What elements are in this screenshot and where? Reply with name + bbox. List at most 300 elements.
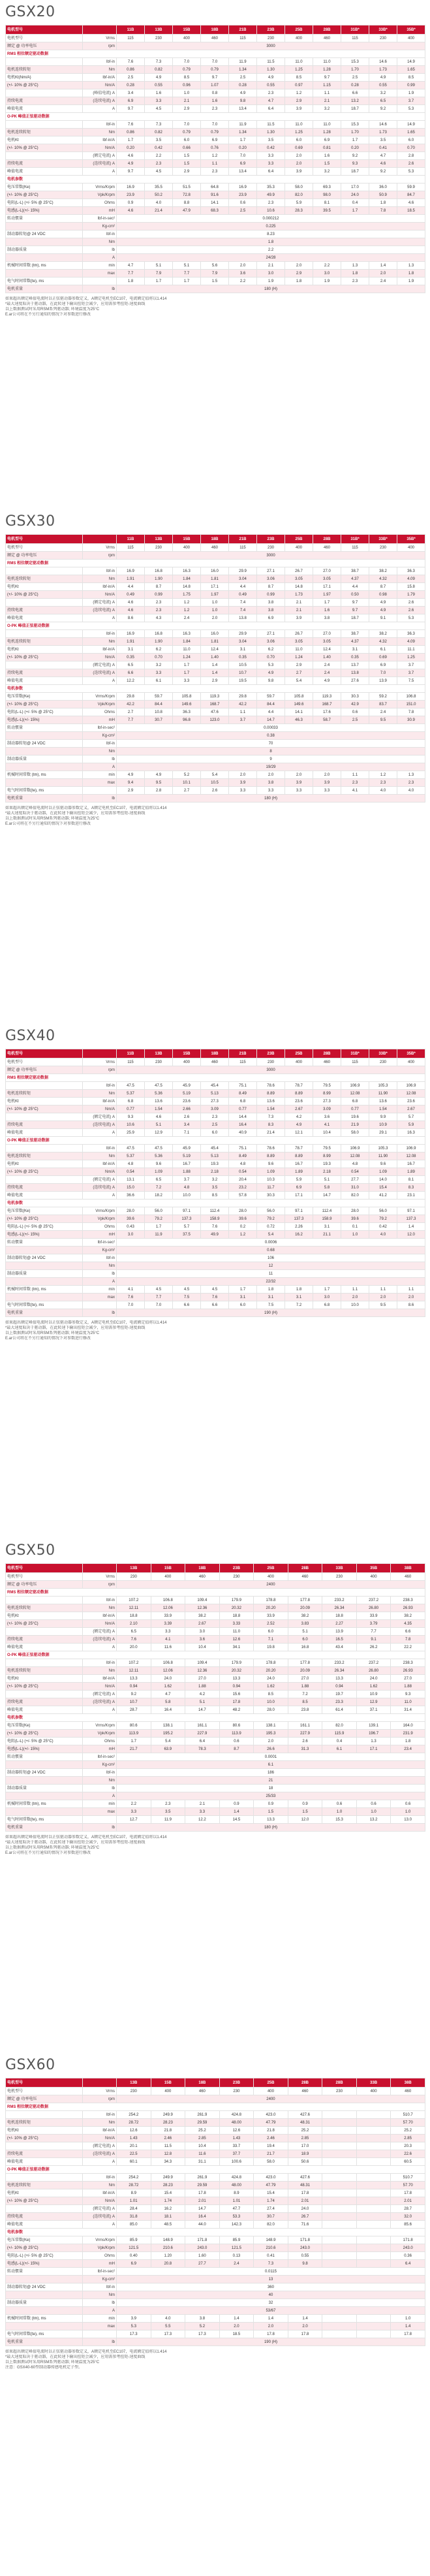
row-unit: lbf-in/A — [83, 646, 117, 654]
row-label: 机械时间常数 (tm), ms — [6, 1286, 83, 1294]
row-label: 峰值电流 — [6, 1192, 83, 1200]
cell-value — [322, 2150, 357, 2158]
table-row — [6, 1738, 425, 1745]
cell-value: 0.81 — [313, 144, 341, 152]
cell-value: 1.1 — [369, 1286, 397, 1294]
cell-value: 18.7 — [341, 614, 369, 622]
row-label: (+/- 10% @ 25°C) — [6, 82, 83, 89]
footnote-line: 如果超出额定峰值电流时以正弦驱动器参数定义，A额定电机至EC107，电流额定值将以1.414 — [5, 2350, 167, 2354]
cell-value: 0.49 — [229, 591, 257, 599]
cell-value: 9.3 — [391, 1691, 425, 1698]
cell-value: 2.0 — [288, 2323, 322, 2330]
cell-value: 1.8 — [117, 278, 145, 285]
cell-value: 8.5 — [254, 1691, 288, 1698]
table-row — [6, 97, 425, 105]
cell-value: 7.1 — [254, 1636, 288, 1644]
footnote-line: 如果超出额定峰值电流时以正弦驱动器参数定义，A额定电机至EC107，电流额定值将以1.414 — [5, 806, 167, 810]
cell-value: 0.42 — [369, 1223, 397, 1231]
table-row — [6, 1777, 425, 1785]
cell-value: 3.3 — [257, 160, 285, 168]
row-unit: (额定电流) A — [83, 599, 117, 607]
cell-value: 11.9 — [145, 1231, 173, 1239]
row-unit — [83, 787, 117, 795]
cell-value: 1.73 — [285, 591, 313, 599]
cell-value: 3.04 — [229, 575, 257, 583]
section-title: GSX60 — [5, 2057, 55, 2073]
row-unit: Ohms — [83, 1738, 117, 1745]
cell-value: 2.0 — [313, 771, 341, 779]
cell-value: 50.6 — [288, 2158, 322, 2166]
cell-value: 7.7 — [356, 1628, 391, 1636]
row-value: 25/33 — [117, 1792, 425, 1800]
row-unit: (连续电流) A — [83, 1121, 117, 1129]
cell-value: 254.2 — [117, 2174, 151, 2182]
footnote-line: *最大速度取决于驱动器，在此转速下输出扭矩会减少，应用需参考扭矩-速度曲线 — [5, 302, 146, 306]
table-row — [6, 560, 425, 567]
cell-value: 12.08 — [397, 1153, 425, 1160]
cell-value: 10.0 — [254, 1698, 288, 1706]
cell-value: 1.9 — [397, 278, 425, 285]
cell-value: 26.34 — [322, 1667, 357, 1675]
cell-value: 82.0 — [254, 2221, 288, 2229]
cell-value: 10.6 — [257, 207, 285, 215]
cell-value: 26.7 — [288, 2213, 322, 2221]
cell-value: 2.0 — [285, 771, 313, 779]
cell-value: 2.0 — [219, 2323, 254, 2330]
table-row — [6, 215, 425, 223]
cell-value: 1.40 — [313, 654, 341, 661]
row-value: 53/67 — [117, 2307, 425, 2315]
header-model: 28B — [313, 1049, 341, 1058]
cell-value: 16.7 — [397, 1160, 425, 1168]
table-row — [6, 2315, 425, 2323]
table-row — [6, 2283, 425, 2291]
table-row — [6, 2197, 425, 2205]
cell-value: 2.1 — [185, 1800, 220, 1808]
cell-value: 9.7 — [117, 168, 145, 176]
cell-value: 10.1 — [173, 779, 201, 787]
cell-value: 78.6 — [257, 1082, 285, 1090]
cell-value: 17.3 — [151, 2330, 185, 2338]
cell-value: 5.8 — [151, 1698, 185, 1706]
row-unit: lbf-in/A — [83, 1160, 117, 1168]
cell-value: 0.4 — [322, 1738, 357, 1745]
row-label: 额定 @ 功率电压 — [6, 1066, 83, 1074]
cell-value: 9.3 — [341, 160, 369, 168]
cell-value: 28.72 — [117, 2182, 151, 2189]
cell-value: 1.3 — [341, 262, 369, 270]
row-label: (+/- 10% @ 25°C) — [6, 654, 83, 661]
row-value: 0.0115 — [117, 2268, 425, 2276]
cell-value: 1.4 — [201, 669, 229, 677]
row-label: 电气时间常数(te), ms — [6, 787, 83, 795]
cell-value: 4.9 — [285, 1121, 313, 1129]
row-label: 电压常数(Ke) — [6, 693, 83, 701]
header-model: 25B — [285, 1049, 313, 1058]
row-label — [6, 254, 83, 262]
cell-value: 3.3 — [145, 669, 173, 677]
header-unit — [83, 1564, 117, 1573]
row-value: 180 (H) — [117, 285, 425, 293]
spec-section — [5, 2053, 425, 2370]
cell-value: 39.6 — [341, 1215, 369, 1223]
cell-value: 1.9 — [257, 278, 285, 285]
cell-value: 3.2 — [313, 168, 341, 176]
row-unit: (连续电流) A — [83, 1636, 117, 1644]
header-model: 38B — [391, 1564, 425, 1573]
cell-value: 11.0 — [285, 646, 313, 654]
cell-value: 26.2 — [356, 1644, 391, 1651]
cell-value: 6.2 — [257, 646, 285, 654]
cell-value: 2.10 — [117, 1620, 151, 1628]
cell-value: 105.3 — [369, 1082, 397, 1090]
header-model: 15B — [151, 1564, 185, 1573]
cell-value: 233.2 — [322, 1597, 357, 1604]
cell-value: 168.7 — [313, 701, 341, 708]
cell-value: 2.7 — [117, 708, 145, 716]
cell-value: 6.9 — [117, 97, 145, 105]
section-title: GSX50 — [5, 1542, 55, 1559]
cell-value: 2.4 — [313, 669, 341, 677]
cell-value: 36.3 — [397, 630, 425, 638]
cell-value: 58.0 — [341, 1129, 369, 1137]
header-label: 电机型号 — [6, 535, 83, 544]
row-unit: lb — [83, 1309, 117, 1317]
row-label — [6, 1262, 83, 1270]
cell-value — [356, 2221, 391, 2229]
cell-value: 4.9 — [313, 677, 341, 685]
cell-value: 4.0 — [397, 787, 425, 795]
row-label: 电压常数(Ke) — [6, 2236, 83, 2244]
header-model: 13B — [145, 25, 173, 35]
cell-value: 9.7 — [313, 74, 341, 82]
cell-value: 25.2 — [391, 2127, 425, 2135]
row-unit: (连续电流) A — [83, 97, 117, 105]
row-unit: mH — [83, 716, 117, 724]
table-row — [6, 121, 425, 129]
cell-value: 37.1 — [356, 1706, 391, 1714]
cell-value: 59.9 — [397, 183, 425, 191]
cell-value: 1.7 — [173, 278, 201, 285]
header-model: 18B — [201, 25, 229, 35]
cell-value: 8.7 — [219, 1745, 254, 1753]
footnote-line: 以上数据测试时采用RSM系列驱动器; 环境温度为25°C — [5, 817, 100, 821]
footnote-line: 以上数据测试时采用RSM系列驱动器; 环境温度为25°C — [5, 308, 100, 311]
table-row — [6, 2103, 425, 2111]
cell-value: 4.9 — [257, 669, 285, 677]
row-unit: lbf-in — [83, 231, 117, 238]
cell-value: 11.9 — [151, 1816, 185, 1824]
row-unit: lbf-in-sec² — [83, 724, 117, 732]
cell-value: 6.0 — [229, 1301, 257, 1309]
cell-value: 1.7 — [117, 1738, 151, 1745]
row-unit: Vrms/Krpm — [83, 1722, 117, 1730]
cell-value: 195.3 — [254, 1730, 288, 1738]
cell-value — [356, 2182, 391, 2189]
row-label: 电阻(L-L) (+/- 5% @ 25°C) — [6, 1738, 83, 1745]
cell-value: 1.73 — [369, 129, 397, 136]
cell-value: 0.70 — [145, 654, 173, 661]
cell-value: 6.6 — [173, 1301, 201, 1309]
cell-value: 230 — [369, 1058, 397, 1066]
cell-value: 7.9 — [145, 270, 173, 278]
cell-value: 13.8 — [229, 614, 257, 622]
footnote-line: 如果超出额定峰值电流时以正弦驱动器参数定义，A额定电机至EC107，电流额定值将以1.414 — [5, 1321, 167, 1325]
cell-value: 138.1 — [254, 1722, 288, 1730]
cell-value: 460 — [185, 2088, 220, 2095]
cell-value: 6.9 — [313, 136, 341, 144]
row-unit: lbf-in/A — [83, 136, 117, 144]
cell-value: 18.2 — [145, 1192, 173, 1200]
row-label: 电机Kt — [6, 583, 83, 591]
cell-value: 0.55 — [257, 82, 285, 89]
row-label: 电感(L-L)(+/- 15%) — [6, 207, 83, 215]
cell-value: 19.7 — [322, 1691, 357, 1698]
row-label: 电机Kt — [6, 2189, 83, 2197]
cell-value — [356, 2244, 391, 2252]
cell-value: 107.2 — [117, 1597, 151, 1604]
cell-value: 36.0 — [369, 183, 397, 191]
cell-value: 6.5 — [369, 97, 397, 105]
cell-value: 1.5 — [313, 160, 341, 168]
cell-value: 243.0 — [391, 2244, 425, 2252]
cell-value: 1.25 — [397, 654, 425, 661]
cell-value — [356, 2205, 391, 2213]
cell-value: 4.2 — [185, 1691, 220, 1698]
row-label: 电感(L-L)(+/- 15%) — [6, 1231, 83, 1239]
cell-value: 2.9 — [201, 677, 229, 685]
cell-value: 4.0 — [369, 787, 397, 795]
cell-value: 0.50 — [341, 591, 369, 599]
cell-value: 9.3 — [117, 1113, 145, 1121]
row-label: 制动器质量 — [6, 755, 83, 763]
cell-value: 17.8 — [219, 1698, 254, 1706]
cell-value: 96.8 — [173, 716, 201, 724]
cell-value: 106.9 — [397, 1082, 425, 1090]
cell-value: 6.0 — [254, 1628, 288, 1636]
cell-value — [322, 2127, 357, 2135]
cell-value: 9.5 — [369, 716, 397, 724]
cell-value: 17.3 — [117, 2330, 151, 2338]
cell-value: 196.7 — [356, 1730, 391, 1738]
table-row — [6, 740, 425, 748]
cell-value: 2.27 — [322, 1620, 357, 1628]
table-row — [6, 1215, 425, 1223]
cell-value: 27.7 — [185, 2260, 220, 2268]
cell-value: 1.8 — [341, 270, 369, 278]
row-label: 电机Kt — [6, 1675, 83, 1683]
cell-value: 34.3 — [151, 2158, 185, 2166]
row-unit: lbf-in — [83, 1597, 117, 1604]
cell-value: 7.5 — [173, 1294, 201, 1301]
table-row — [6, 2158, 425, 2166]
row-label: (+/- 10% @ 25°C) — [6, 701, 83, 708]
cell-value: 0.98 — [369, 591, 397, 599]
cell-value: 1.62 — [356, 1683, 391, 1691]
cell-value: 28.3 — [285, 207, 313, 215]
row-label: 电机Kt — [6, 646, 83, 654]
row-unit: mH — [83, 207, 117, 215]
cell-value: 19.4 — [254, 2142, 288, 2150]
row-label: 持续电流 — [6, 607, 83, 614]
cell-value: 30.7 — [254, 2213, 288, 2221]
cell-value: 1.24 — [173, 654, 201, 661]
cell-value: 5.1 — [173, 262, 201, 270]
cell-value: 1.3 — [397, 771, 425, 779]
cell-value: 1.74 — [151, 2197, 185, 2205]
row-value: 70 — [117, 740, 425, 748]
cell-value: 1.65 — [397, 66, 425, 74]
cell-value: 5.9 — [285, 1176, 313, 1184]
cell-value: 2.01 — [288, 2197, 322, 2205]
table-row — [6, 1254, 425, 1262]
table-row — [6, 74, 425, 82]
cell-value: 7.6 — [201, 1223, 229, 1231]
cell-value: 9.6 — [145, 1160, 173, 1168]
cell-value: 4.8 — [117, 1160, 145, 1168]
cell-value: 105.8 — [173, 693, 201, 701]
table-row — [6, 2330, 425, 2338]
row-unit: lb — [83, 1270, 117, 1278]
row-value: 180 (H) — [117, 1824, 425, 1832]
row-unit: A — [83, 763, 117, 771]
cell-value: 115 — [117, 544, 145, 552]
table-row — [6, 223, 425, 231]
row-unit: Nm — [83, 1604, 117, 1612]
header-label: 电机型号 — [6, 1049, 83, 1058]
row-label — [6, 1659, 83, 1667]
cell-value: 3.8 — [185, 2315, 220, 2323]
row-unit: Kg-cm² — [83, 2276, 117, 2283]
cell-value: 460 — [391, 2088, 425, 2095]
cell-value: 3.05 — [285, 638, 313, 646]
cell-value: 123.0 — [201, 716, 229, 724]
cell-value: 4.9 — [369, 74, 397, 82]
cell-value: 0.41 — [369, 144, 397, 152]
cell-value: 11.5 — [151, 2142, 185, 2150]
cell-value: 60.1 — [117, 2158, 151, 2166]
cell-value: 31.0 — [341, 1184, 369, 1192]
cell-value: 1.09 — [257, 1168, 285, 1176]
header-model: 11B — [117, 1049, 145, 1058]
cell-value: 1.0 — [201, 599, 229, 607]
cell-value: 13.3 — [117, 1675, 151, 1683]
table-row — [6, 2236, 425, 2244]
cell-value: 15.3 — [322, 1816, 357, 1824]
cell-value: 139.1 — [356, 1722, 391, 1730]
cell-value: 47.5 — [117, 1082, 145, 1090]
table-row — [6, 630, 425, 638]
cell-value: 0.9 — [288, 1800, 322, 1808]
row-label: 电机连续转矩 — [6, 129, 83, 136]
cell-value: 6.8 — [229, 1098, 257, 1105]
row-unit: Vrms — [83, 2088, 117, 2095]
cell-value: 2.01 — [391, 2197, 425, 2205]
cell-value: 0.76 — [201, 144, 229, 152]
cell-value: 230 — [145, 544, 173, 552]
cell-value: 2.0 — [254, 2323, 288, 2330]
cell-value: 47.79 — [254, 2182, 288, 2189]
row-label: 峰值电流 — [6, 105, 83, 113]
row-label: 电机连续转矩 — [6, 66, 83, 74]
row-unit: lbf-in-sec² — [83, 2268, 117, 2276]
cell-value: 7.2 — [145, 1184, 173, 1192]
row-label: (+/- 10% @ 25°C) — [6, 1168, 83, 1176]
cell-value: 7.6 — [117, 1636, 151, 1644]
cell-value: 2.3 — [145, 607, 173, 614]
cell-value: 0.4 — [341, 199, 369, 207]
row-unit: lb — [83, 1785, 117, 1792]
cell-value: 6.0 — [173, 136, 201, 144]
header-model: 15B — [173, 535, 201, 544]
row-unit: Vrms/Krpm — [83, 2236, 117, 2244]
table-row — [6, 2338, 425, 2346]
cell-value: 4.37 — [341, 638, 369, 646]
header-model: 35B — [356, 1564, 391, 1573]
row-unit: (额定电流) A — [83, 661, 117, 669]
table-row — [6, 1082, 425, 1090]
cell-value: 105.3 — [369, 1145, 397, 1153]
cell-value: 8.99 — [313, 1153, 341, 1160]
table-row — [6, 614, 425, 622]
cell-value: 11.90 — [369, 1090, 397, 1098]
cell-value: 1.7 — [229, 136, 257, 144]
row-label: 峰值电流 — [6, 1644, 83, 1651]
spec-section — [5, 1538, 425, 1856]
cell-value — [322, 2111, 357, 2119]
cell-value: 1.90 — [145, 638, 173, 646]
cell-value — [322, 2182, 357, 2189]
row-label — [6, 1761, 83, 1769]
cell-value: 1.01 — [117, 2197, 151, 2205]
table-header-row — [6, 2078, 425, 2088]
cell-value: 39.6 — [229, 1215, 257, 1223]
table-row — [6, 787, 425, 795]
cell-value: 5.4 — [201, 771, 229, 779]
cell-value: 22.2 — [391, 1644, 425, 1651]
cell-value: 400 — [173, 544, 201, 552]
cell-value: 168.7 — [201, 701, 229, 708]
row-label: 电阻(L-L) (+/- 5% @ 25°C) — [6, 1223, 83, 1231]
table-row — [6, 654, 425, 661]
row-unit: Kg-cm² — [83, 1247, 117, 1254]
row-unit: A — [83, 2307, 117, 2315]
cell-value: 8.5 — [201, 1192, 229, 1200]
cell-value: 0.55 — [288, 2252, 322, 2260]
cell-value: 7.3 — [145, 121, 173, 129]
cell-value: 13.6 — [145, 1098, 173, 1105]
cell-value: 2.01 — [185, 2197, 220, 2205]
cell-value: 6.1 — [322, 1745, 357, 1753]
cell-value: 3.5 — [369, 136, 397, 144]
cell-value: 1.6 — [145, 89, 173, 97]
row-label: 制动器质量 — [6, 2299, 83, 2307]
header-unit — [83, 535, 117, 544]
cell-value: 2.2 — [313, 262, 341, 270]
cell-value: 230 — [257, 544, 285, 552]
cell-value: 80.6 — [117, 1722, 151, 1730]
cell-value: 3.06 — [257, 638, 285, 646]
cell-value: 171.8 — [288, 2236, 322, 2244]
cell-value: 400 — [151, 2088, 185, 2095]
cell-value: 137.3 — [285, 1215, 313, 1223]
cell-value: 9.5 — [145, 779, 173, 787]
cell-value — [322, 2174, 357, 2182]
cell-value: 109.4 — [185, 1659, 220, 1667]
cell-value: 28.0 — [341, 1207, 369, 1215]
cell-value: 27.0 — [391, 1675, 425, 1683]
table-row — [6, 732, 425, 740]
